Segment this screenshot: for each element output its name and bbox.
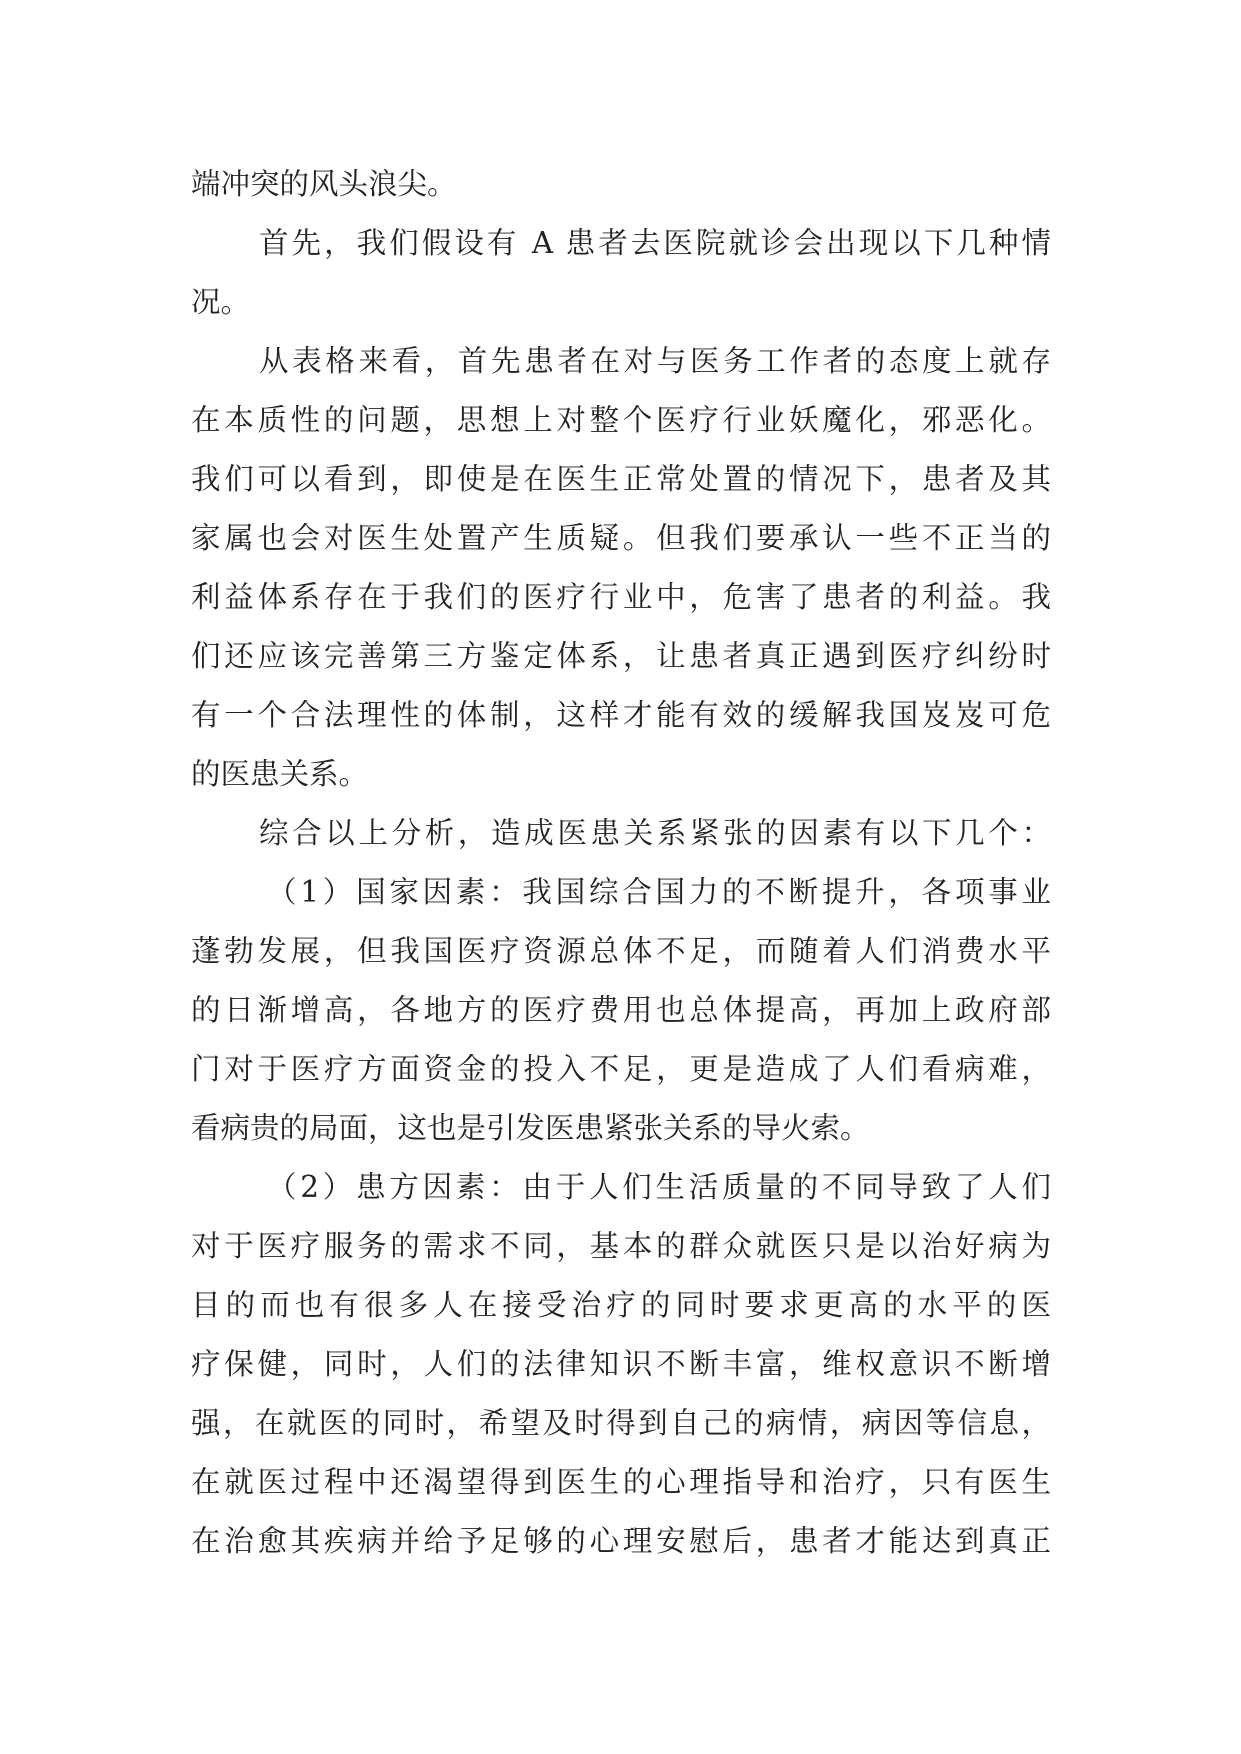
body-text [191, 155, 1051, 1571]
text-line: 对于医疗服务的需求不同，基本的群众就医只是以治好病为 [191, 1229, 1051, 1263]
text-line: （1）国家因素：我国综合国力的不断提升，各项事业 [267, 875, 1051, 909]
text-line: 端冲突的风头浪尖。 [191, 167, 457, 201]
text-line: 的医患关系。 [191, 757, 369, 791]
text-line: 在就医过程中还渴望得到医生的心理指导和治疗，只有医生 [191, 1465, 1051, 1499]
text-line: 从表格来看，首先患者在对与医务工作者的态度上就存 [259, 344, 1051, 378]
text-line: 在治愈其疾病并给予足够的心理安慰后，患者才能达到真正 [191, 1524, 1051, 1558]
text-line: 综合以上分析，造成医患关系紧张的因素有以下几个： [259, 816, 1051, 850]
text-line: 们还应该完善第三方鉴定体系，让患者真正遇到医疗纠纷时 [191, 639, 1051, 673]
text-line: 家属也会对医生处置产生质疑。但我们要承认一些不正当的 [191, 521, 1051, 555]
text-line: 的日渐增高，各地方的医疗费用也总体提高，再加上政府部 [191, 993, 1051, 1027]
text-line: 在本质性的问题，思想上对整个医疗行业妖魔化，邪恶化。 [191, 403, 1051, 437]
text-line: 利益体系存在于我们的医疗行业中，危害了患者的利益。我 [191, 580, 1051, 614]
text-line: 况。 [191, 285, 251, 319]
text-line: 疗保健，同时，人们的法律知识不断丰富，维权意识不断增 [191, 1347, 1051, 1381]
text-line: 我们可以看到，即使是在医生正常处置的情况下，患者及其 [191, 462, 1051, 496]
text-line: 门对于医疗方面资金的投入不足，更是造成了人们看病难， [191, 1052, 1051, 1086]
text-line: （2）患方因素：由于人们生活质量的不同导致了人们 [267, 1170, 1051, 1204]
text-line: 首先，我们假设有 A 患者去医院就诊会出现以下几种情 [259, 226, 1051, 260]
text-line: 强，在就医的同时，希望及时得到自己的病情，病因等信息， [191, 1406, 1051, 1440]
text-line: 有一个合法理性的体制，这样才能有效的缓解我国岌岌可危 [191, 698, 1051, 732]
text-line: 蓬勃发展，但我国医疗资源总体不足，而随着人们消费水平 [191, 934, 1051, 968]
text-line: 看病贵的局面，这也是引发医患紧张关系的导火索。 [191, 1111, 870, 1145]
text-line: 目的而也有很多人在接受治疗的同时要求更高的水平的医 [191, 1288, 1051, 1322]
